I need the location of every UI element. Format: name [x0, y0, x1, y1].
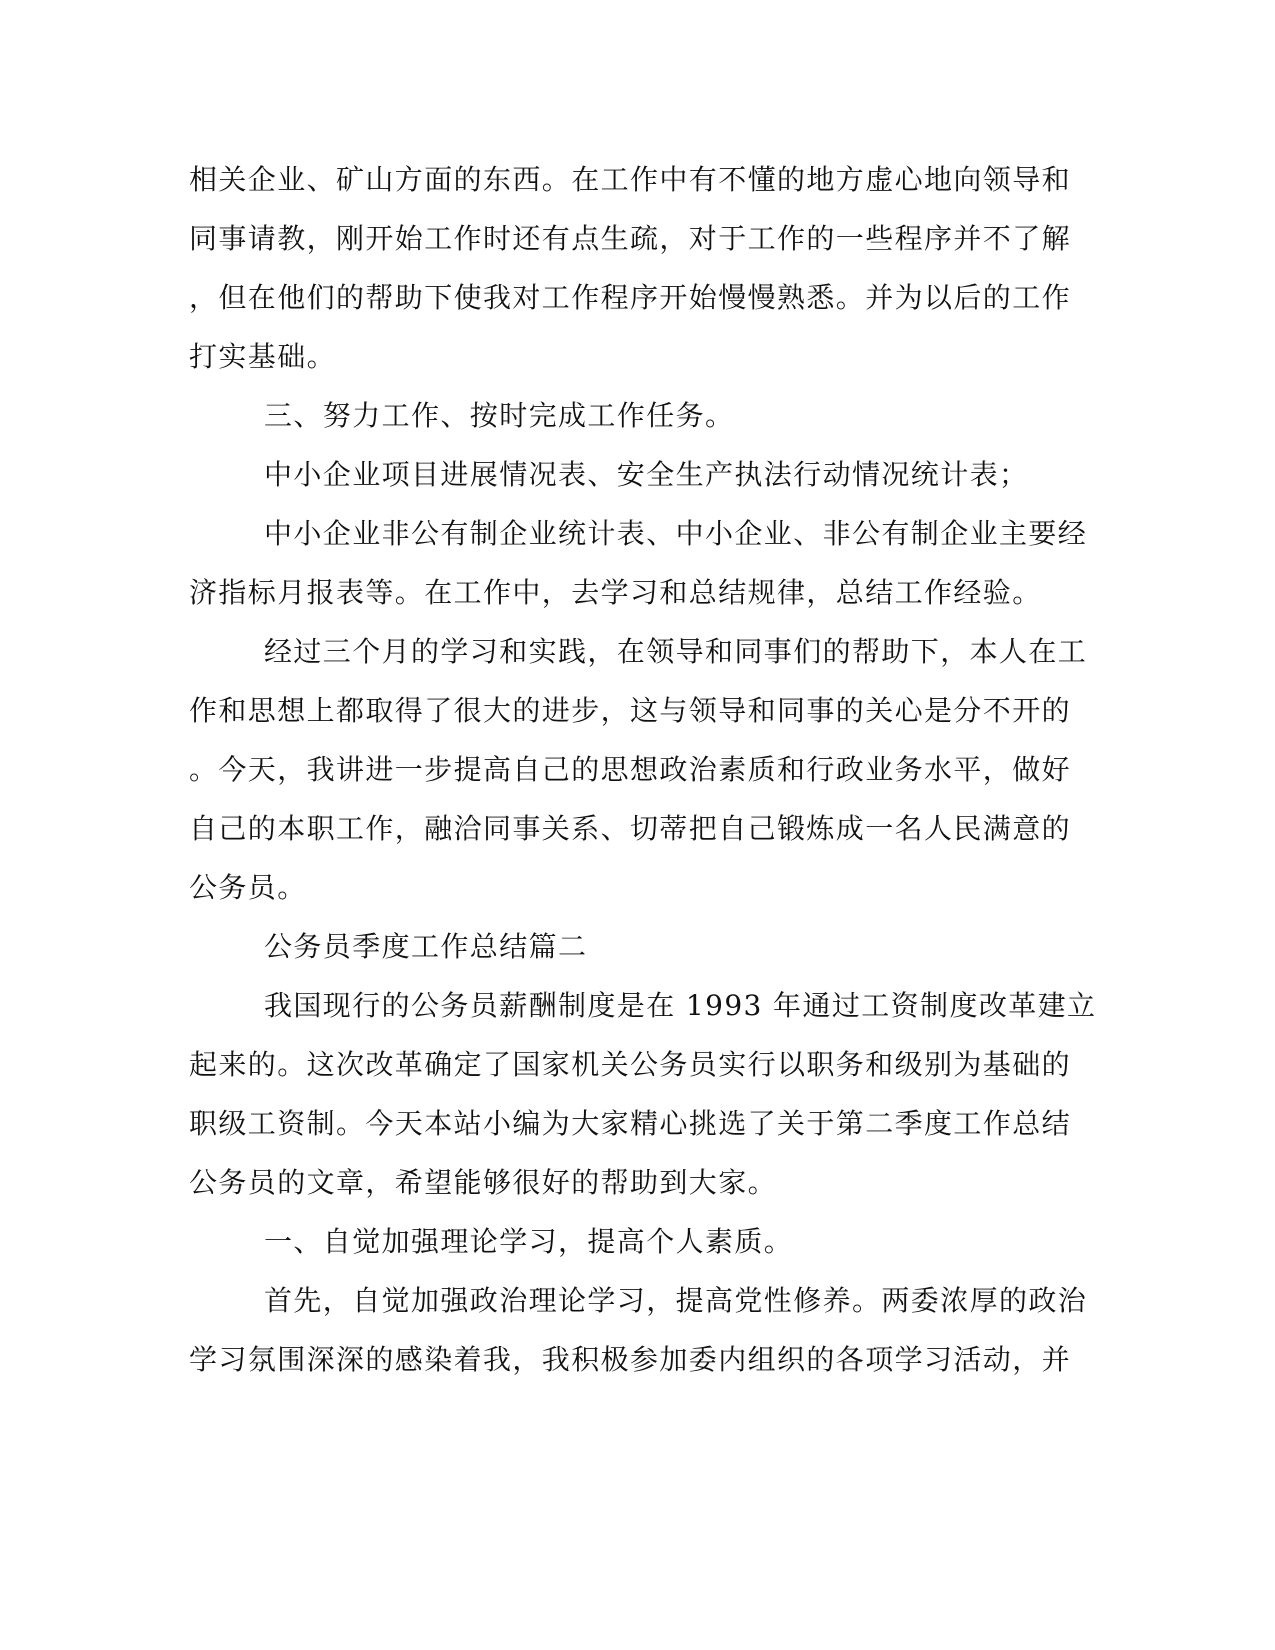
- text-line: 我国现行的公务员薪酬制度是在 1993 年通过工资制度改革建立: [264, 989, 1097, 1022]
- section-heading: 三、努力工作、按时完成工作任务。: [264, 399, 735, 432]
- text-line: 职级工资制。今天本站小编为大家精心挑选了关于第二季度工作总结: [189, 1107, 1072, 1140]
- text-line: 。今天，我讲进一步提高自己的思想政治素质和行政业务水平，做好: [189, 753, 1072, 786]
- text-line: 作和思想上都取得了很大的进步，这与领导和同事的关心是分不开的: [189, 694, 1072, 727]
- text-line: 学习氛围深深的感染着我，我积极参加委内组织的各项学习活动，并: [189, 1343, 1072, 1376]
- text-line: 中小企业非公有制企业统计表、中小企业、非公有制企业主要经: [264, 517, 1088, 550]
- text-line: 济指标月报表等。在工作中，去学习和总结规律，总结工作经验。: [189, 576, 1042, 609]
- text-line: 首先，自觉加强政治理论学习，提高党性修养。两委浓厚的政治: [264, 1284, 1088, 1317]
- text-line: ，但在他们的帮助下使我对工作程序开始慢慢熟悉。并为以后的工作: [189, 281, 1072, 314]
- text-line: 起来的。这次改革确定了国家机关公务员实行以职务和级别为基础的: [189, 1048, 1072, 1081]
- text-line: 中小企业项目进展情况表、安全生产执法行动情况统计表；: [264, 458, 1029, 491]
- text-line: 自己的本职工作，融洽同事关系、切蒂把自己锻炼成一名人民满意的: [189, 812, 1072, 845]
- text-line: 公务员的文章，希望能够很好的帮助到大家。: [189, 1166, 778, 1199]
- section-heading: 一、自觉加强理论学习，提高个人素质。: [264, 1225, 794, 1258]
- text-line: 相关企业、矿山方面的东西。在工作中有不懂的地方虚心地向领导和: [189, 163, 1072, 196]
- text-line: 经过三个月的学习和实践，在领导和同事们的帮助下，本人在工: [264, 635, 1088, 668]
- document-title: 公务员季度工作总结篇二: [264, 930, 588, 963]
- text-line: 打实基础。: [189, 340, 337, 373]
- text-line: 同事请教，刚开始工作时还有点生疏，对于工作的一些程序并不了解: [189, 222, 1072, 255]
- text-line: 公务员。: [189, 871, 307, 904]
